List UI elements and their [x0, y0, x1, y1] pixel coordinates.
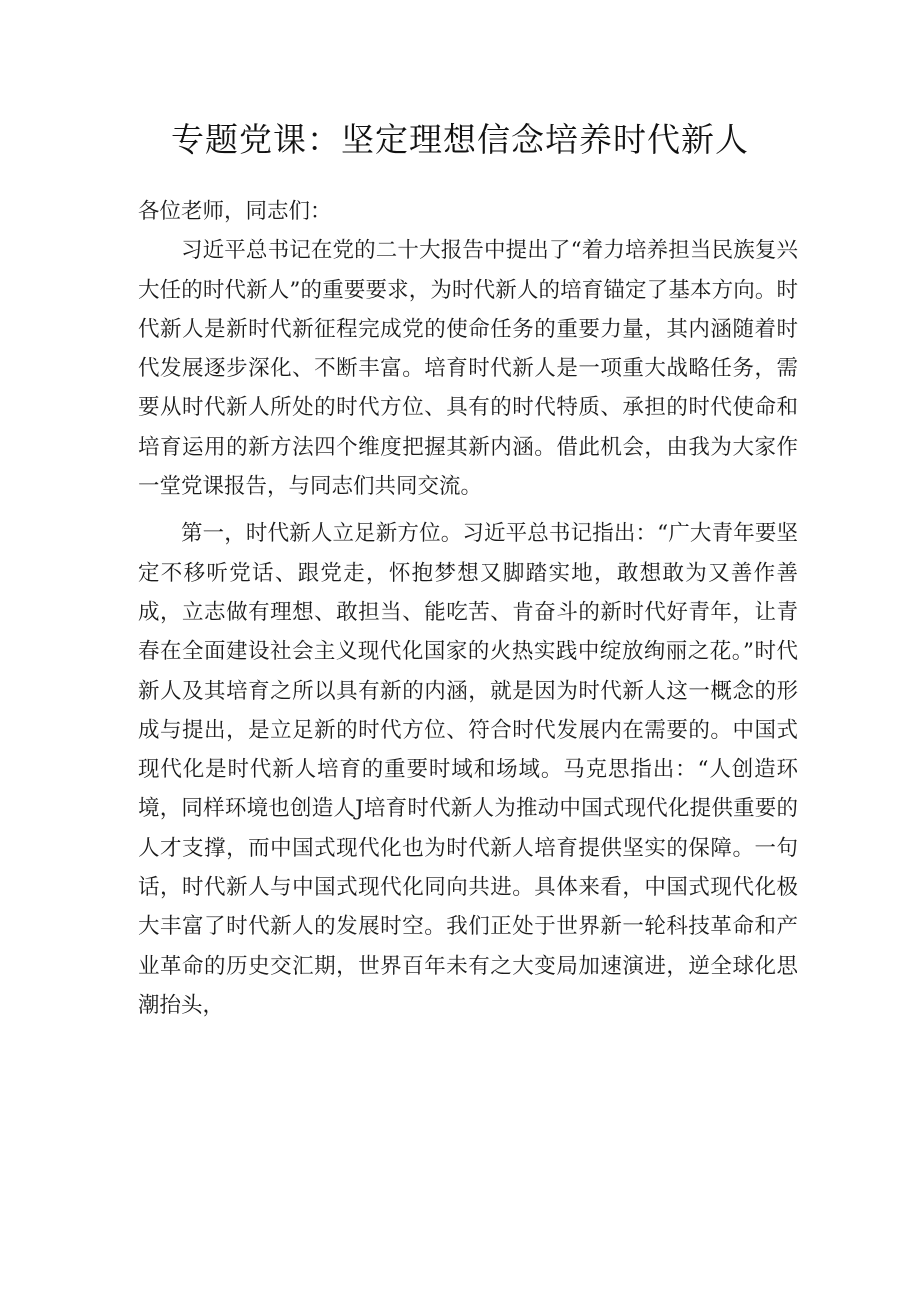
- salutation: 各位老师，同志们：: [138, 199, 332, 224]
- document-title: 专题党课：坚定理想信念培养时代新人: [171, 120, 749, 159]
- document-body: [138, 192, 798, 1025]
- paragraph-first-point: 第一，时代新人立足新方位。习近平总书记指出：“广大青年要坚定不移听党话、跟党走，怀抱梦想又脚踏实地，敢想敢为又善作善成，立志做有理想、敢担当、能吃苦、肯奋斗的新时代好青年，让青春在全面建设社会主义现代化国家的火热实践中绽放绚丽之花。”时代新人及其培育之所以具有新的内涵，就是因为时代新人这一概念的形成与提出，是立足新的时代方位、符合时代发展内在需要的。中国式现代化是时代新人培育的重要时域和场域。马克思指出：“人创造环境，同样环境也创造人J培育时代新人为推动中国式现代化提供重要的人才支撑，而中国式现代化也为时代新人培育提供坚实的保障。一句话，时代新人与中国式现代化同向共进。具体来看，中国式现代化极大丰富了时代新人的发展时空。我们正处于世界新一轮科技革命和产业革命的历史交汇期，世界百年未有之大变局加速演进，逆全球化思潮抬头，: [138, 521, 798, 1018]
- paragraph-intro: 习近平总书记在党的二十大报告中提出了“着力培养担当民族复兴大任的时代新人”的重要要求，为时代新人的培育锚定了基本方向。时代新人是新时代新征程完成党的使命任务的重要力量，其内涵随着时代发展逐步深化、不断丰富。培育时代新人是一项重大战略任务，需要从时代新人所处的时代方位、具有的时代特质、承担的时代使命和培育运用的新方法四个维度把握其新内涵。借此机会，由我为大家作一堂党课报告，与同志们共同交流。: [138, 238, 798, 500]
